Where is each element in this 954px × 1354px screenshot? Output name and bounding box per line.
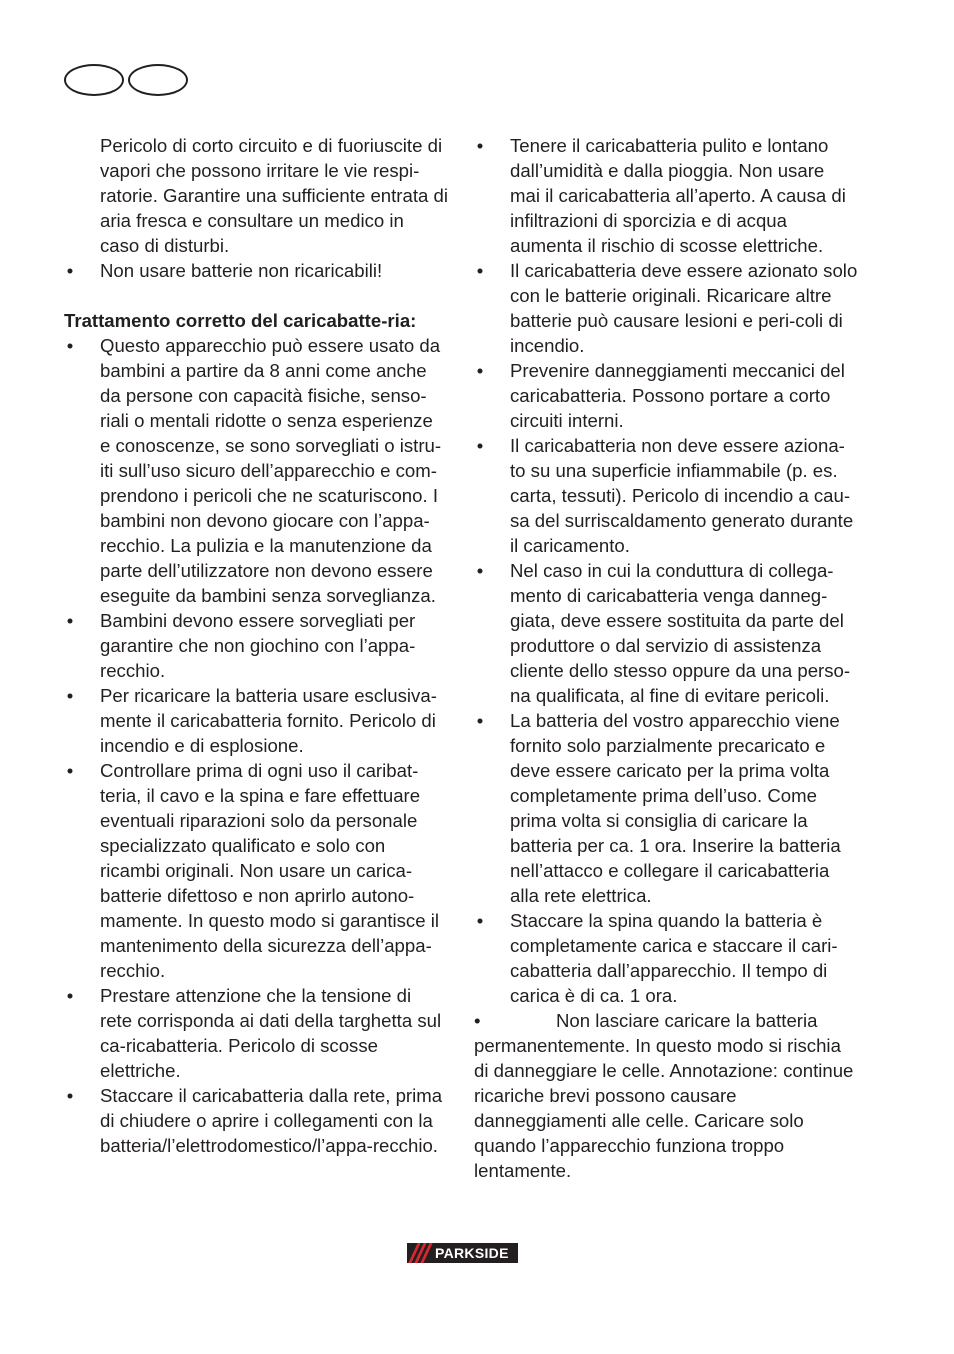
list-item-text: Il caricabatteria deve essere azionato solo con le batterie originali. Ricaricare altre batterie può causare lesioni e peri-coli di incendio. [510,260,858,356]
list-item-text: Prevenire danneggiamenti meccanici del caricabatteria. Possono portare a corto circuiti interni. [510,360,845,431]
bullet-icon: • [476,260,484,281]
list-item-text: Per ricaricare la batteria usare esclusiva-mente il caricabatteria fornito. Pericolo di incendio e di esplosione. [100,685,437,756]
bullet-icon: • [66,985,74,1006]
bullet-icon: • [476,560,484,581]
bullet-icon: • [476,435,484,456]
list-item-text: Tenere il caricabatteria pulito e lontano dall’umidità e dalla pioggia. Non usare mai il caricabatteria all’aperto. A causa di infiltrazioni di sporcizia e di acqua aumenta il rischio di scosse elettriche. [510,135,846,256]
list-item-text: La batteria del vostro apparecchio viene fornito solo parzialmente precaricato e deve essere caricato per la prima volta completamente prima dell’uso. Come prima volta si consiglia di caricare la batteria per ca. 1 ora. Inserire la batteria nell’attacco e collegare il caricabatteria alla rete elettrica. [510,710,841,906]
list-item [64,983,448,1083]
list-item [474,908,858,1008]
bullet-icon: • [66,685,74,706]
left-column [64,133,448,1158]
list-item-text: Staccare il caricabatteria dalla rete, prima di chiudere o aprire i collegamenti con la batteria/l’elettrodomestico/l’appa-recchio. [100,1085,443,1156]
language-oval-2 [128,64,188,96]
list-item [64,683,448,758]
list-item-text: Bambini devono essere sorvegliati per garantire che non giochino con l’appa-recchio. [100,610,416,681]
logo-brand-text: PARKSIDE [435,1245,509,1261]
list-item [64,608,448,683]
list-item-text: Controllare prima di ogni uso il caribat-teria, il cavo e la spina e fare effettuare eventuali riparazioni solo da personale specializzato qualificato e solo con ricambi originali. Non usare un carica-batterie difettoso e non aprirlo autono-mamente. In questo modo si garantisce il mantenimento della sicurezza dell’appa-recchio. [100,760,439,981]
list-item-text: Non lasciare caricare la batteria permanentemente. In questo modo si rischia di danneggiare le celle. Annotazione: continue ricariche brevi possono causare danneggiamenti alle celle. Caricare solo quando l’apparecchio funziona troppo lentamente. [474,1010,854,1181]
list-item [474,258,858,358]
list-item-text: Non usare batterie non ricaricabili! [100,260,383,281]
bullet-icon: • [66,760,74,781]
bullet-list [474,133,858,1008]
bullet-icon: • [66,610,74,631]
list-item [64,258,448,283]
list-item [474,433,858,558]
last-list-item [474,1008,858,1183]
intro-bullet-list [64,258,448,283]
list-item [64,333,448,608]
section-heading: Trattamento corretto del caricabatte-ria: [64,310,417,331]
bullet-icon: • [66,260,74,281]
language-oval-1 [64,64,124,96]
list-item [474,558,858,708]
bullet-icon: • [66,335,74,356]
intro-text: Pericolo di corto circuito e di fuoriuscite di vapori che possono irritare le vie respi-ratorie. Garantire una sufficiente entrata di aria fresca e consultare un medico in caso di disturbi. [100,135,448,256]
list-item [64,1083,448,1158]
list-item-text: Nel caso in cui la conduttura di collega-mento di caricabatteria venga danneg-giata, deve essere sostituita da parte del produttore o dal servizio di assistenza cliente dello stesso oppure da una perso-na qualificata, al fine di evitare pericoli. [510,560,851,706]
bullet-icon: • [476,910,484,931]
list-item-text: Questo apparecchio può essere usato da bambini a partire da 8 anni come anche da persone con capacità fisiche, senso-riali o mentali ridotte o senza esperienze e conoscenze, se sono sorvegliati o istru-iti sull’uso sicuro dell’apparecchio e com-prendono i pericoli che ne scaturiscono. I bambini non devono giocare con l’appa-recchio. La pulizia e la manutenzione da parte dell’utilizzatore non devono essere eseguite da bambini senza sorveglianza. [100,335,442,606]
bullet-list [64,333,448,1158]
list-item [474,708,858,908]
right-column [474,133,858,1183]
logo-stripes-icon [407,1243,435,1263]
list-item-text: Il caricabatteria non deve essere aziona-to su una superficie infiammabile (p. es. carta, tessuti). Pericolo di incendio a cau-sa del surriscaldamento generato durante il caricamento. [510,435,854,556]
list-item-text: Staccare la spina quando la batteria è completamente carica e staccare il cari-cabatteria dall’apparecchio. Il tempo di carica è di ca. 1 ora. [510,910,838,1006]
parkside-logo [407,1243,518,1263]
bullet-icon: • [474,1010,481,1031]
list-item [474,358,858,433]
bullet-icon: • [476,135,484,156]
bullet-icon: • [66,1085,74,1106]
bullet-icon: • [476,360,484,381]
list-item [64,758,448,983]
list-item [474,133,858,258]
list-item-text: Prestare attenzione che la tensione di rete corrisponda ai dati della targhetta sul ca-ricabatteria. Pericolo di scosse elettriche. [100,985,442,1081]
bullet-icon: • [476,710,484,731]
